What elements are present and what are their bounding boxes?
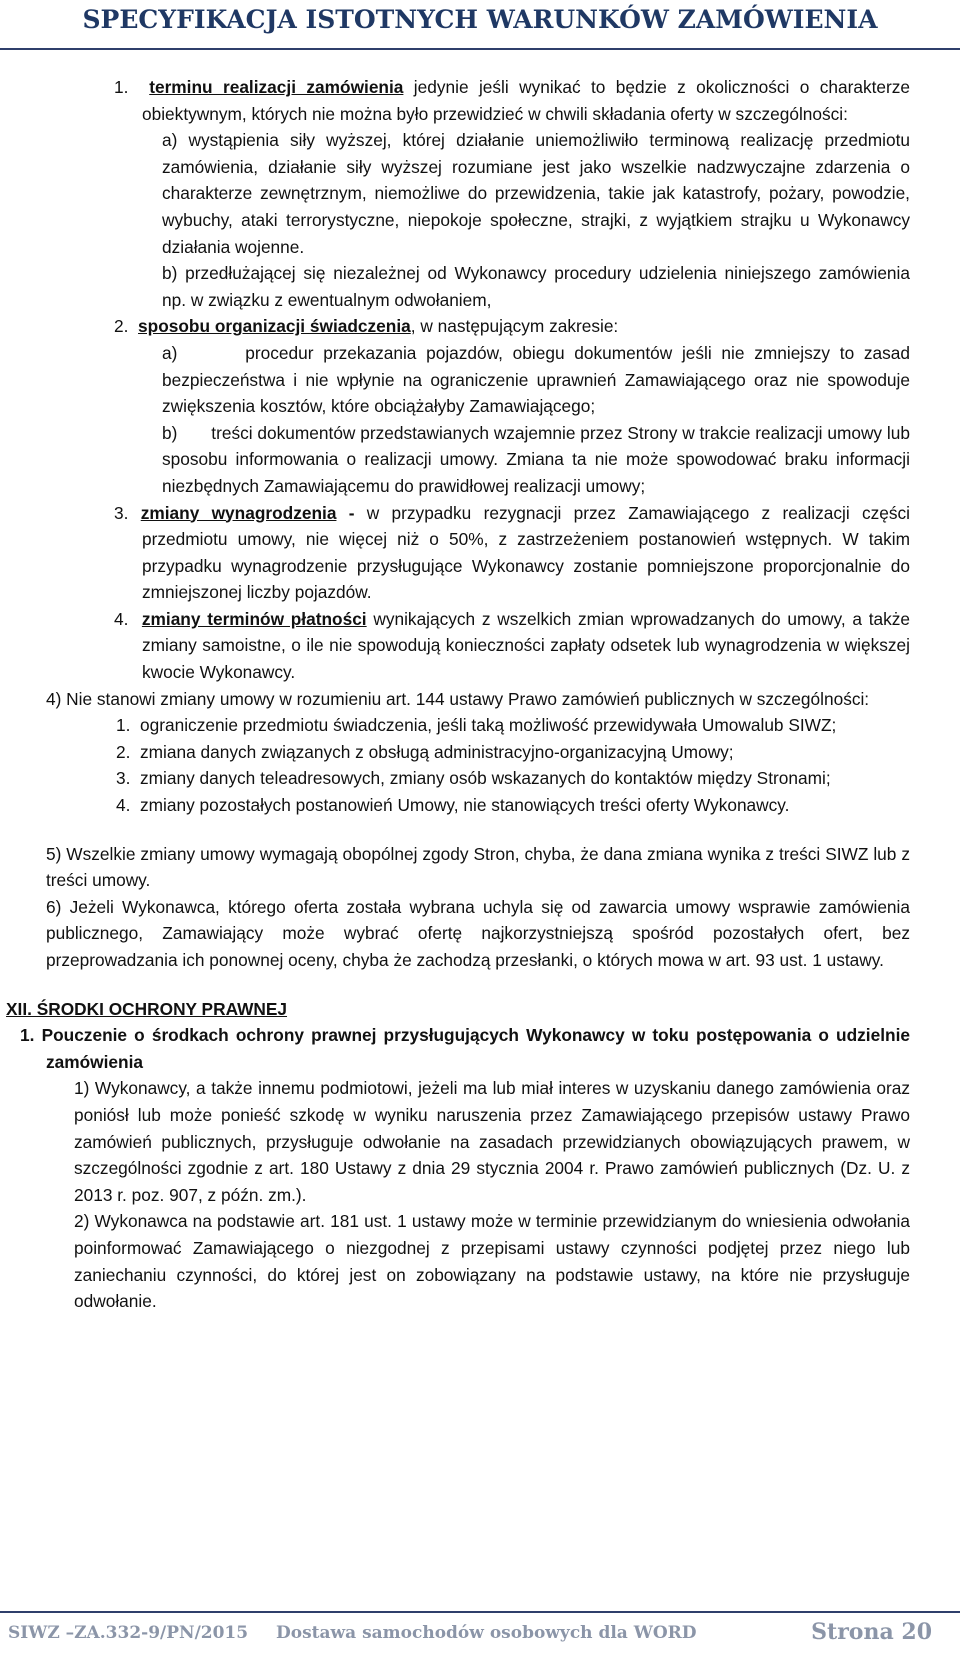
page-footer bbox=[0, 1611, 960, 1653]
paragraph-4-item-1: 1. ograniczenie przedmiotu świadczenia, jeśli taką możliwość przewidywała Umowalub SIWZ; bbox=[116, 715, 837, 736]
document-title: SPECYFIKACJA ISTOTNYCH WARUNKÓW ZAMÓWIENIA bbox=[82, 5, 878, 34]
item-1-b: b) przedłużającej się niezależnej od Wykonawcy procedury udzielenia niniejszego zamówienia np. w związku z ewentualnym odwołaniem, bbox=[162, 263, 910, 310]
item-dash: - bbox=[336, 502, 367, 523]
footer-reference: SIWZ –ZA.332-9/PN/2015 bbox=[8, 1623, 249, 1643]
page-number: Strona 20 bbox=[811, 1619, 932, 1645]
item-number: 1. bbox=[20, 1025, 35, 1046]
section-item-1 bbox=[20, 1022, 910, 1075]
item-text: w przypadku rezygnacji przez Zamawiającego z realizacji części przedmiotu umowy, nie więcej niż o 50%, z zastrzeżeniem postanowień wstępnych. W takim przypadku wynagrodzenie przysługujące Wykonawcy zostanie pomniejszone proporcjonalnie do zmniejszonej liczby pojazdów. bbox=[142, 502, 910, 603]
item-heading: zmiany terminów płatności bbox=[141, 608, 367, 629]
paragraph-4-item-3: 3. zmiany danych teleadresowych, zmiany osób wskazanych do kontaktów między Stronami; bbox=[116, 768, 831, 789]
item-2-a: a) procedur przekazania pojazdów, obiegu dokumentów jeśli nie zmniejszy to zasad bezpieczeństwa i nie wpłynie na ograniczenie uprawnień Zamawiającego oraz nie spowoduje zwiększenia kosztów, które obciążałyby Zamawiającego; bbox=[162, 342, 910, 417]
footer-subject: Dostawa samochodów osobowych dla WORD bbox=[276, 1623, 697, 1643]
item-number: 3. bbox=[114, 502, 129, 523]
paragraph-4-item-2: 2. zmiana danych związanych z obsługą administracyjno-organizacyjną Umowy; bbox=[116, 741, 734, 762]
item-heading: terminu realizacji zamówienia bbox=[149, 77, 404, 97]
section-item-1-2: 2) Wykonawca na podstawie art. 181 ust. 1 ustawy może w terminie przewidzianym do wniesienia odwołania poinformować Zamawiającego o niezgodnej z przepisami ustawy czynności podjętej przez niego lub zaniechaniu czynności, do której jest on zobowiązany na podstawie ustawy, na które nie przysługuje odwołanie. bbox=[74, 1211, 910, 1312]
item-heading: Pouczenie o środkach ochrony prawnej przysługujących Wykonawcy w toku postępowania o udzielnie zamówienia bbox=[41, 1025, 910, 1072]
item-text: jedynie jeśli wynikać to będzie z okoliczności o charakterze obiektywnym, których nie można było przewidzieć w chwili składania oferty w szczególności: bbox=[142, 77, 911, 124]
item-3 bbox=[114, 500, 910, 606]
item-text: , w następującym zakresie: bbox=[410, 316, 619, 337]
paragraph-4: 4) Nie stanowi zmiany umowy w rozumieniu art. 144 ustawy Prawo zamówień publicznych w szczególności: bbox=[46, 688, 870, 709]
section-item-1-1: 1) Wykonawcy, a także innemu podmiotowi, jeżeli ma lub miał interes w uzyskaniu danego zamówienia oraz poniósł lub może ponieść szkodę w wyniku naruszenia przez Zamawiającego przepisów ustawy Prawo zamówień publicznych, przysługuje odwołanie na zasadach przewidzianych obowiązujących prawem, w szczególności zgodnie z art. 180 Ustawy z dnia 29 stycznia 2004 r. Prawo zamówień publicznych (Dz. U. z 2013 r. poz. 907, z późn. zm.). bbox=[74, 1078, 910, 1205]
item-2-b: b) treści dokumentów przedstawianych wzajemnie przez Strony w trakcie realizacji umowy lub sposobu informowania o realizacji umowy. Zmiana ta nie może spowodować braku informacji niezbędnych Zamawiającemu do prawidłowej realizacji umowy; bbox=[162, 422, 910, 496]
item-1-a: a) wystąpienia siły wyższej, której działanie uniemożliwiło terminową realizację przedmiotu zamówienia, działanie siły wyższej rozumiane jest jako wszelkie nadzwyczajne zdarzenia o charakterze zewnętrznym, niemożliwe do przewidzenia, takie jak katastrofy, pożary, powodzie, wybuchy, ataki terrorystyczne, niepokoje społeczne, strajki, z wyjątkiem strajku u Wykonawcy działania wojenne. bbox=[162, 130, 910, 257]
document-body bbox=[0, 74, 960, 1315]
paragraph-6: 6) Jeżeli Wykonawca, którego oferta została wybrana uchyla się od zawarcia umowy wsprawie zamówienia publicznego, Zamawiający może wybrać ofertę najkorzystniejszą spośród pozostałych ofert, bez przeprowadzania ich ponownej oceny, chyba że zachodzą przesłanki, o których mowa w art. 93 ust. 1 ustawy. bbox=[46, 896, 910, 970]
item-4 bbox=[114, 606, 911, 686]
item-number: 2. bbox=[114, 316, 129, 337]
item-number: 4. bbox=[114, 608, 129, 629]
item-2 bbox=[114, 313, 910, 340]
paragraph-4-item-4: 4. zmiany pozostałych postanowień Umowy, nie stanowiących treści oferty Wykonawcy. bbox=[116, 795, 790, 816]
item-1 bbox=[114, 74, 911, 127]
paragraph-5: 5) Wszelkie zmiany umowy wymagają obopólnej zgody Stron, chyba, że dana zmiana wynika z treści SIWZ lub z treści umowy. bbox=[46, 843, 910, 891]
item-number: 1. bbox=[114, 77, 129, 97]
section-heading: XII. ŚRODKI OCHRONY PRAWNEJ bbox=[6, 998, 288, 1019]
item-heading: sposobu organizacji świadczenia bbox=[138, 316, 411, 337]
item-text: wynikających z wszelkich zmian wprowadzanych do umowy, a także zmiany samoistne, o ile nie spowodują konieczności zapłaty odsetek lub wynagrodzenia w większej kwocie Wykonawcy. bbox=[142, 608, 911, 683]
item-heading: zmiany wynagrodzenia bbox=[140, 502, 337, 523]
page-header bbox=[0, 0, 960, 50]
